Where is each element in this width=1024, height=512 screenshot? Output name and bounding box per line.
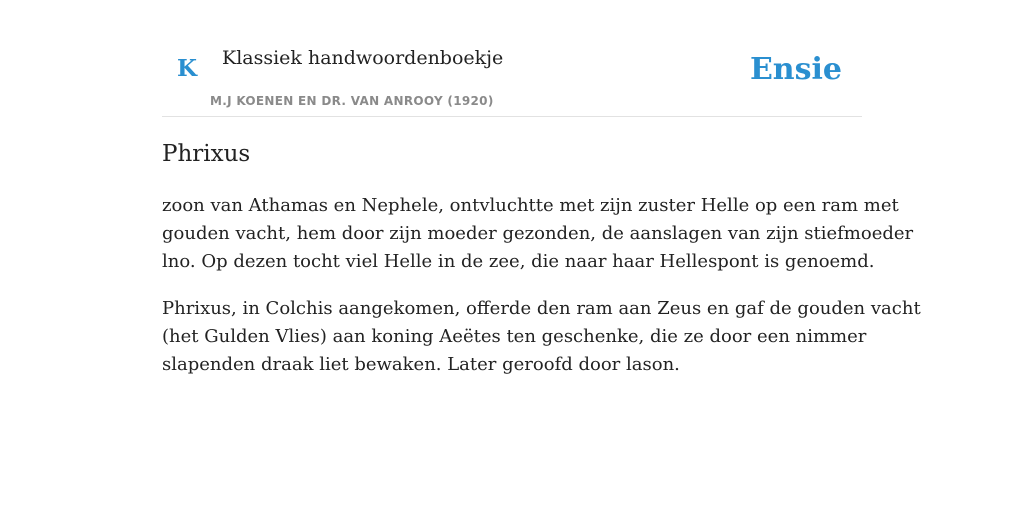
entry-body [162,192,921,398]
ensie-logo[interactable]: Ensie [749,52,842,87]
header [162,0,862,117]
book-authors: M.J KOENEN EN DR. VAN ANROOY (1920) [210,94,494,108]
paragraph-line: zoon van Athamas en Nephele, ontvluchtte met zijn zuster Helle op een ram met [162,195,899,216]
paragraph-line: (het Gulden Vlies) aan koning Aeëtes ten geschenke, die ze door een nimmer [162,326,867,347]
entry-paragraph [162,295,921,379]
book-logo[interactable]: K [177,55,197,82]
page [162,0,921,375]
paragraph-line: gouden vacht, hem door zijn moeder gezonden, de aanslagen van zijn stiefmoeder [162,223,914,244]
entry-paragraph [162,192,914,276]
paragraph-line: Phrixus, in Colchis aangekomen, offerde den ram aan Zeus en gaf de gouden vacht [162,298,921,319]
paragraph-line: slapenden draak liet bewaken. Later geroofd door lason. [162,354,680,375]
book-title-link[interactable]: Klassiek handwoordenboekje [222,47,504,69]
entry-title: Phrixus [162,141,251,167]
paragraph-line: lno. Op dezen tocht viel Helle in de zee, die naar haar Hellespont is genoemd. [162,251,875,272]
